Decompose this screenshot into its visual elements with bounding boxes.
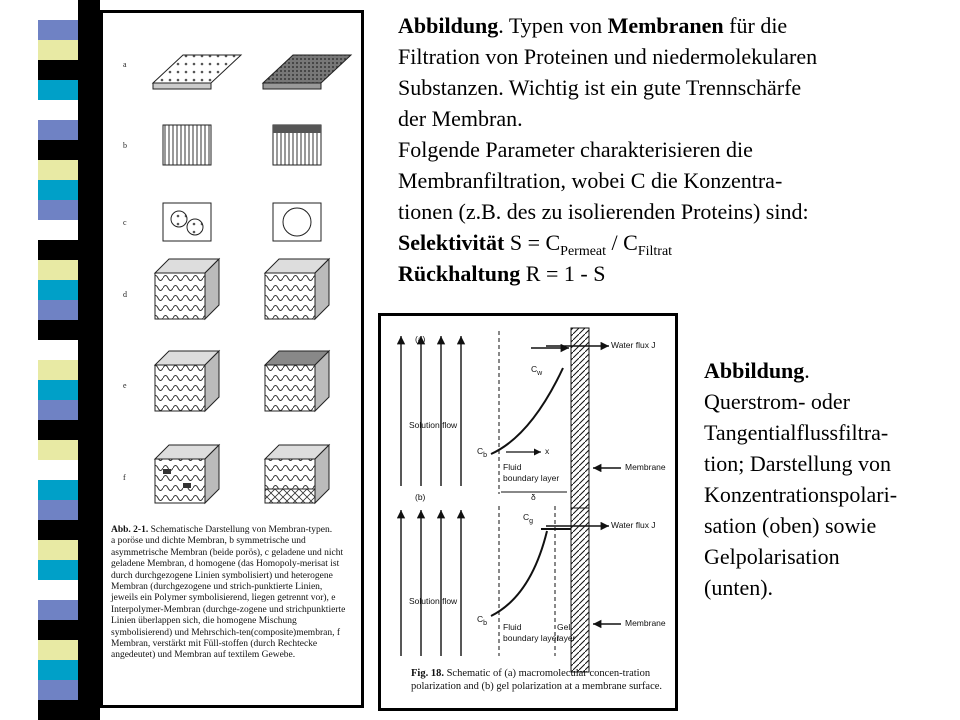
boundary-layer-label-a: boundary layer [503, 473, 560, 483]
stripe-segment [38, 240, 78, 261]
stripe-segment [38, 20, 78, 41]
crossflow-line-3: tion; Darstellung von [704, 451, 891, 476]
stripe-segment [38, 600, 78, 621]
cb-label-a: $C_b$ [477, 446, 488, 459]
stripe-segment [38, 520, 78, 541]
stripe-segment [38, 440, 78, 461]
fig-caption-text: Schematic of (a) macromolecular concen-tration polarization and (b) gel polarization at a membrane surface. [411, 668, 663, 692]
stripe-segment [38, 0, 78, 21]
stripe-segment [38, 160, 78, 181]
stripe-segment [38, 620, 78, 641]
stripe-edge [78, 0, 100, 720]
row-label-e: e [123, 381, 127, 390]
membrane-figure-caption [111, 525, 351, 662]
crossflow-heading: Abbildung. [704, 358, 810, 383]
stripe-segment [38, 400, 78, 421]
stripe-segment [38, 460, 78, 481]
crossflow-line-1: Querstrom- oder [704, 389, 851, 414]
membrane-row-d [155, 259, 329, 319]
stripe-segment [38, 380, 78, 401]
stripe-segment [38, 140, 78, 161]
stripe-segment [38, 120, 78, 141]
stripe-segment [38, 680, 78, 701]
stripe-segment [38, 80, 78, 101]
stripe-segment [38, 200, 78, 221]
decorative-stripe-bar [0, 0, 100, 720]
membrane-label-a: Membrane [625, 462, 666, 472]
part-b-label: (b) [415, 492, 426, 502]
cg-label: $C_g$ [523, 512, 534, 525]
cw-label: $C_w$ [531, 364, 543, 377]
row-label-b: b [123, 141, 127, 150]
stripe-segment [38, 360, 78, 381]
stripe-segment [38, 260, 78, 281]
crossflow-line-2: Tangentialflussfiltra- [704, 420, 889, 445]
stripe-segment [38, 60, 78, 81]
main-line-7: tionen (z.B. des zu isolierenden Proteins) sind: [398, 199, 809, 224]
part-a-label: (a) [415, 334, 426, 344]
stripe-segment [38, 660, 78, 681]
row-label-a: a [123, 60, 127, 69]
membrane-row-f [155, 445, 329, 503]
stripe-segment [38, 280, 78, 301]
membrane-row-c [163, 203, 321, 241]
retention-formula: Rückhaltung R = 1 - S [398, 261, 606, 286]
gel-label: Gel [557, 622, 571, 632]
membrane-row-e [155, 351, 329, 411]
membrane-types-drawing [103, 13, 361, 513]
main-line-3: Substanzen. Wichtig ist ein gute Trennschärfe [398, 75, 802, 100]
row-label-d: d [123, 290, 127, 299]
membrane-label-b: Membrane [625, 618, 666, 628]
stripe-segment [38, 540, 78, 561]
stripe-segment [38, 700, 78, 720]
membrane-row-a [153, 55, 351, 89]
crossflow-line-5: sation (oben) sowie [704, 513, 877, 538]
solution-flow-label-a: Solution flow [409, 420, 458, 430]
crossflow-description [704, 355, 956, 603]
stripe-segment [38, 340, 78, 361]
fluid-label-a: Fluid [503, 462, 522, 472]
stripe-segment [38, 560, 78, 581]
delta-label: δ [531, 492, 536, 502]
membrane-row-b [163, 125, 321, 165]
gel-layer-label: layer [557, 633, 576, 643]
stripe-segment [38, 640, 78, 661]
boundary-layer-label-b: boundary layer [503, 633, 560, 643]
crossflow-line-6: Gelpolarisation [704, 544, 840, 569]
crossflow-line-7: (unten). [704, 575, 774, 600]
stripe-segment [38, 420, 78, 441]
row-label-f: f [123, 473, 126, 482]
fluid-label-b: Fluid [503, 622, 522, 632]
crossflow-line-4: Konzentrationspolari- [704, 482, 898, 507]
main-line-2: Filtration von Proteinen und niedermolekularen [398, 44, 818, 69]
stripe-segment [38, 580, 78, 601]
stripe-segment [38, 180, 78, 201]
water-flux-label-b: Water flux J [611, 520, 656, 530]
caption-body: a poröse und dichte Membran, b symmetrische und asymmetrische Membran (beide porös), c geladene und nicht geladene Membran, d homogene (das Homopoly-merisat ist durch durchgezogene Linien symbolisiert) und heterogene Membran (durchgezogene und strich-punktierte Linien, jeweils ein Polymer symbolisierend, liegen getrennt vor), e Interpolymer-Membran (durchge-zogene und strichpunktierte Linien überlappen sich, die homogene Mischung symbolisierend) und Mehrschich-ten(composite)membran, f Membran, verstärkt mit Füll-stoffen (durch Rechtecke angedeutet) und Membran auf textilem Gewebe. [111, 536, 346, 661]
main-line-1: Abbildung. Typen von Membranen für die [398, 13, 788, 38]
stripe-segment [38, 320, 78, 341]
selectivity-formula: Selektivität $S = C_{Permeat} / C_{Filtrat}$ [398, 230, 673, 259]
main-line-6: Membranfiltration, wobei C die Konzentra- [398, 168, 783, 193]
fig-title: Fig. 18. [411, 668, 444, 679]
stripe-segment [38, 300, 78, 321]
main-line-4: der Membran. [398, 106, 523, 131]
diagram-part-b [401, 506, 621, 672]
x-axis-label: x [545, 446, 550, 456]
cb-label-b: $C_b$ [477, 614, 488, 627]
stripe-segment [38, 100, 78, 121]
polarization-figure-caption [411, 668, 667, 693]
membrane-types-figure [100, 10, 364, 708]
stripe-segment [38, 220, 78, 241]
main-line-5: Folgende Parameter charakterisieren die [398, 137, 753, 162]
stripe-segment [38, 500, 78, 521]
polarization-figure [378, 313, 678, 711]
stripe-segment [38, 480, 78, 501]
water-flux-label-a: Water flux J [611, 340, 656, 350]
solution-flow-label-b: Solution flow [409, 596, 458, 606]
caption-heading: Schematische Darstellung von Membran-typen. [150, 525, 333, 535]
row-label-c: c [123, 218, 127, 227]
main-description [398, 10, 958, 289]
caption-title: Abb. 2-1. [111, 525, 149, 535]
stripe-segment [38, 40, 78, 61]
